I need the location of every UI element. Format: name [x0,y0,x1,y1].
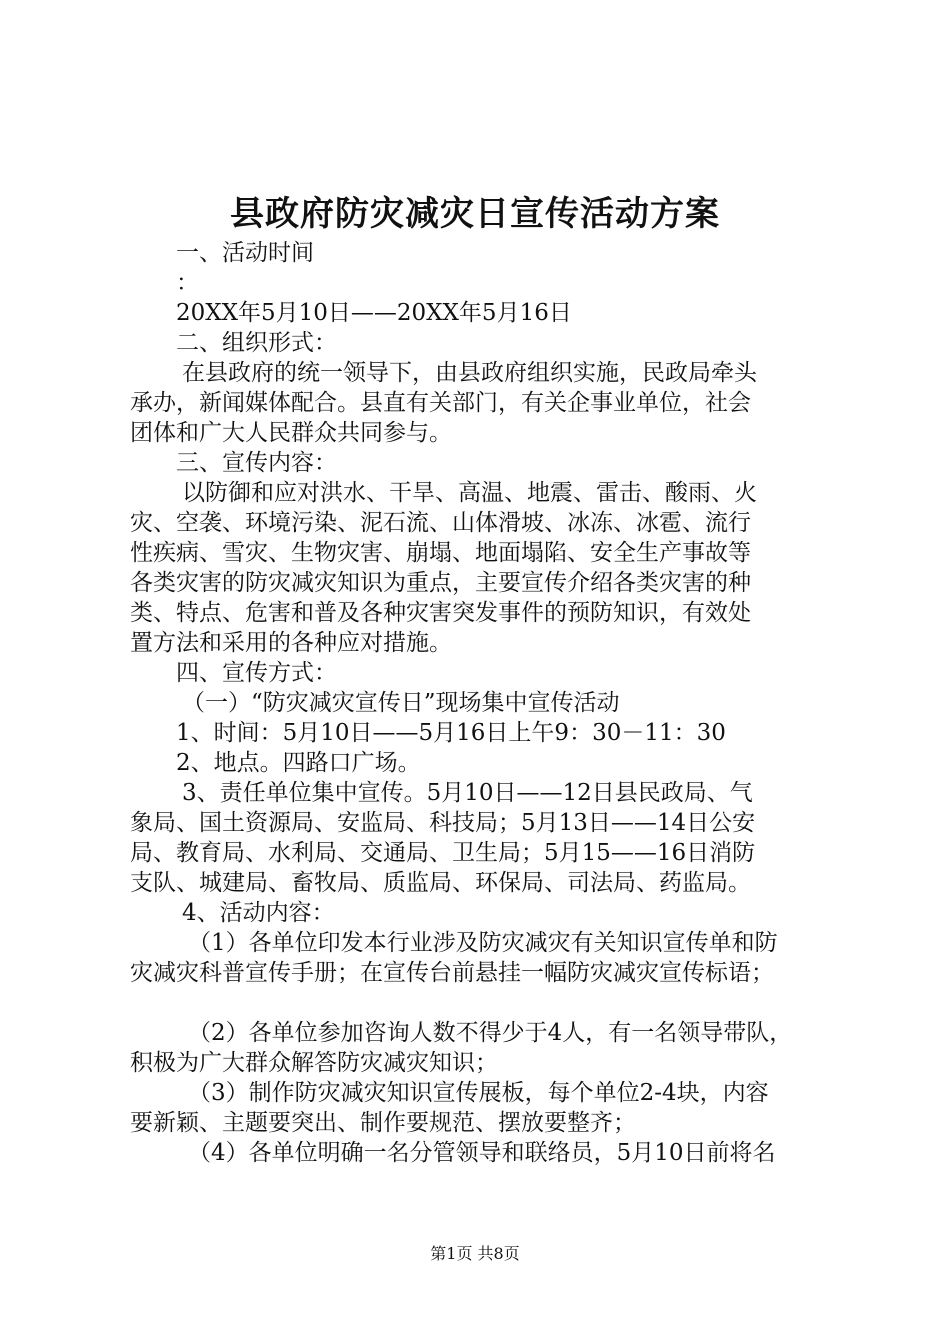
paragraph-line: 积极为广大群众解答防灾减灾知识； [130,1050,498,1076]
paragraph-line: （4）各单位明确一名分管领导和联络员，5月10日前将名 [188,1140,776,1166]
paragraph-line: ： [176,270,199,296]
subsection-heading: （一）“防灾减灾宣传日”现场集中宣传活动 [182,690,620,716]
section-heading-method: 四、宣传方式： [176,660,337,686]
paragraph-line: （2）各单位参加咨询人数不得少于4人，有一名领导带队， [188,1020,793,1046]
section-heading-time: 一、活动时间 [176,240,314,266]
paragraph-line: 1、时间：5月10日——5月16日上午9：30－11：30 [176,720,726,746]
paragraph-line: 局、教育局、水利局、交通局、卫生局；5月15——16日消防 [130,840,756,866]
paragraph-line: 要新颖、主题要突出、制作要规范、摆放要整齐； [130,1110,636,1136]
paragraph-line: 灾减灾科普宣传手册；在宣传台前悬挂一幅防灾减灾宣传标语； [130,960,774,986]
section-heading-content: 三、宣传内容： [176,450,337,476]
paragraph-line: 2、地点。四路口广场。 [176,750,421,776]
document-title: 县政府防灾减灾日宣传活动方案 [230,194,720,234]
page-footer: 第1页 共8页 [430,1244,520,1263]
paragraph-line: （1）各单位印发本行业涉及防灾减灾有关知识宣传单和防 [188,930,778,956]
paragraph-line: 团体和广大人民群众共同参与。 [130,420,452,446]
section-heading-organization: 二、组织形式： [176,330,337,356]
paragraph-gap [130,988,830,1018]
paragraph-line: 各类灾害的防灾减灾知识为重点，主要宣传介绍各类灾害的种 [130,570,751,596]
paragraph-line: 4、活动内容： [182,900,335,926]
paragraph-line: 20XX年5月10日——20XX年5月16日 [176,300,572,326]
paragraph-line: 类、特点、危害和普及各种灾害突发事件的预防知识，有效处 [130,600,751,626]
document-body [130,238,830,1168]
paragraph-line: 在县政府的统一领导下，由县政府组织实施，民政局牵头 [182,360,757,386]
paragraph-line: （3）制作防灾减灾知识宣传展板，每个单位2-4块，内容 [188,1080,769,1106]
paragraph-line: 性疾病、雪灾、生物灾害、崩塌、地面塌陷、安全生产事故等 [130,540,751,566]
paragraph-line: 置方法和采用的各种应对措施。 [130,630,452,656]
paragraph-line: 承办，新闻媒体配合。县直有关部门，有关企事业单位，社会 [130,390,751,416]
paragraph-line: 以防御和应对洪水、干旱、高温、地震、雷击、酸雨、火 [182,480,757,506]
paragraph-line: 支队、城建局、畜牧局、质监局、环保局、司法局、药监局。 [130,870,751,896]
paragraph-line: 3、责任单位集中宣传。5月10日——12日县民政局、气 [182,780,753,806]
paragraph-line: 象局、国土资源局、安监局、科技局；5月13日——14日公安 [130,810,756,836]
paragraph-line: 灾、空袭、环境污染、泥石流、山体滑坡、冰冻、冰雹、流行 [130,510,751,536]
